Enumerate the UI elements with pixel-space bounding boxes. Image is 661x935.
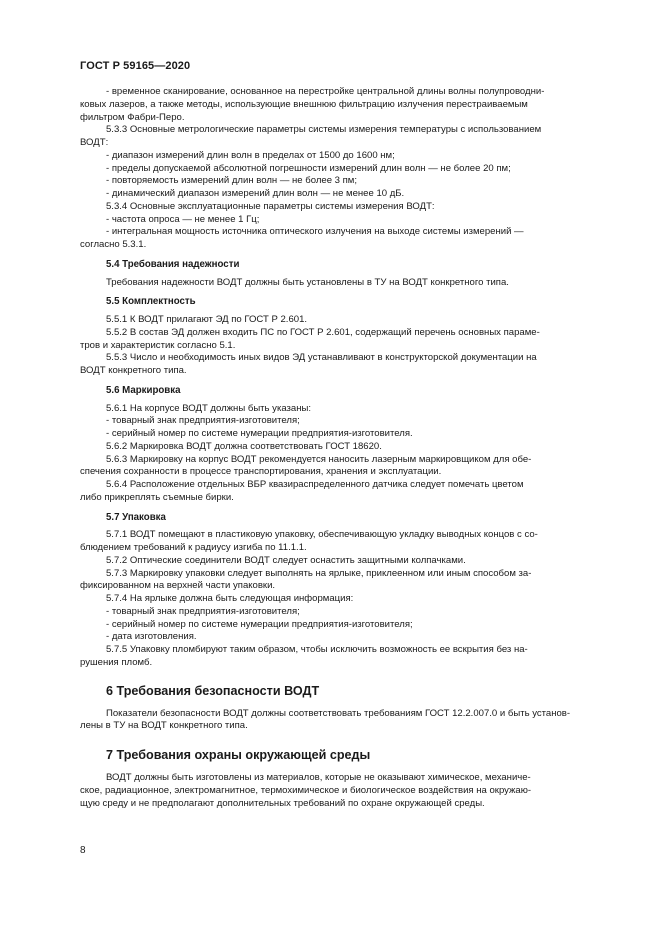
text-line: рушения пломб. [80,656,153,668]
text-line: либо прикреплять съемные бирки. [80,491,234,503]
text-line: - дата изготовления. [106,631,197,643]
text-line: - интегральная мощность источника оптического излучения на выходе системы измерений — [106,226,524,238]
subsection-heading: 5.6 Маркировка [106,384,181,396]
text-line: лены в ТУ на ВОДТ конкретного типа. [80,720,248,732]
text-line: 5.6.2 Маркировка ВОДТ должна соответствовать ГОСТ 18620. [106,440,382,452]
text-line: блюдением требований к радиусу изгиба по 11.1.1. [80,542,307,553]
text-line: - товарный знак предприятия-изготовителя; [106,605,300,617]
section-heading: 7 Требования охраны окружающей среды [106,748,371,762]
text-line: щую среду и не предполагают дополнительных требований по охране окружающей среды. [80,797,485,809]
text-line: - диапазон измерений длин волн в пределах от 1500 до 1600 нм; [106,149,395,161]
text-line: - товарный знак предприятия-изготовителя; [106,415,300,427]
text-line: фильтром Фабри-Перо. [80,111,185,123]
text-line: Требования надежности ВОДТ должны быть установлены в ТУ на ВОДТ конкретного типа. [106,276,509,288]
text-line: - частота опроса — не менее 1 Гц; [106,213,260,225]
text-line: 5.6.4 Расположение отдельных ВБР квазираспределенного датчика следует помечать цветом [106,479,524,490]
text-line: 5.3.3 Основные метрологические параметры системы измерения температуры с использованием [106,124,542,136]
document-body [80,86,596,810]
text-line: - повторяемость измерений длин волн — не более 3 пм; [106,175,358,187]
text-line: ВОДТ конкретного типа. [80,365,187,376]
text-line: 5.7.1 ВОДТ помещают в пластиковую упаковку, обеспечивающую укладку выводных концов с со- [106,529,538,541]
page-number: 8 [80,845,86,856]
text-line: - динамический диапазон измерений длин волн — не менее 10 дБ. [106,188,405,199]
text-line: фиксированном на верхней части упаковки. [80,580,276,592]
text-line: ВОДТ должны быть изготовлены из материалов, которые не оказывают химическое, механиче- [106,772,531,783]
text-line: 5.7.4 На ярлыке должна быть следующая информация: [106,593,354,604]
subsection-heading: 5.7 Упаковка [106,511,166,523]
subsection-heading: 5.5 Комплектность [106,296,196,308]
text-line: 5.7.3 Маркировку упаковки следует выполнять на ярлыке, приклеенном или иным способом за- [106,567,532,579]
text-line: согласно 5.3.1. [80,239,147,250]
text-line: 5.5.2 В состав ЭД должен входить ПС по ГОСТ Р 2.601, содержащий перечень основных параме- [106,326,540,338]
text-line: - серийный номер по системе нумерации предприятия-изготовителя; [106,618,413,630]
text-line: 5.5.1 К ВОДТ прилагают ЭД по ГОСТ Р 2.601. [106,314,308,325]
text-line: 5.6.3 Маркировку на корпус ВОДТ рекомендуется наносить лазерным маркировщиком для обе- [106,453,532,465]
text-line: 5.7.5 Упаковку пломбируют таким образом, чтобы исключить возможность ее вскрытия без на- [106,644,528,655]
text-line: 5.3.4 Основные эксплуатационные параметры системы измерения ВОДТ: [106,200,435,212]
text-line: ковых лазеров, а также методы, использующие внешнюю фильтрацию излучения перестраиваемым [80,98,528,110]
text-line: 5.6.1 На корпусе ВОДТ должны быть указаны: [106,402,312,414]
section-heading: 6 Требования безопасности ВОДТ [106,683,320,698]
text-line: спечения сохранности в процессе транспортирования, хранения и эксплуатации. [80,466,442,478]
text-line: 5.7.2 Оптические соединители ВОДТ следует оснастить защитными колпачками. [106,554,466,566]
text-line: ское, радиационное, электромагнитное, термохимическое и биологическое воздействия на окружаю- [80,784,532,796]
text-line: ВОДТ: [80,137,109,148]
text-line: - серийный номер по системе нумерации предприятия-изготовителя. [106,428,413,439]
standard-code: ГОСТ Р 59165—2020 [80,60,191,72]
text-line: тров и характеристик согласно 5.1. [80,339,236,351]
text-line: 5.5.3 Число и необходимость иных видов ЭД устанавливают в конструкторской документации на [106,352,537,364]
subsection-heading: 5.4 Требования надежности [106,258,240,270]
text-line: - временное сканирование, основанное на перестройке центральной длины волны полупроводни- [106,86,545,97]
text-line: Показатели безопасности ВОДТ должны соответствовать требованиям ГОСТ 12.2.007.0 и быть установ- [106,707,571,719]
text-line: - пределы допускаемой абсолютной погрешности измерений длин волн — не более 20 пм; [106,162,511,174]
